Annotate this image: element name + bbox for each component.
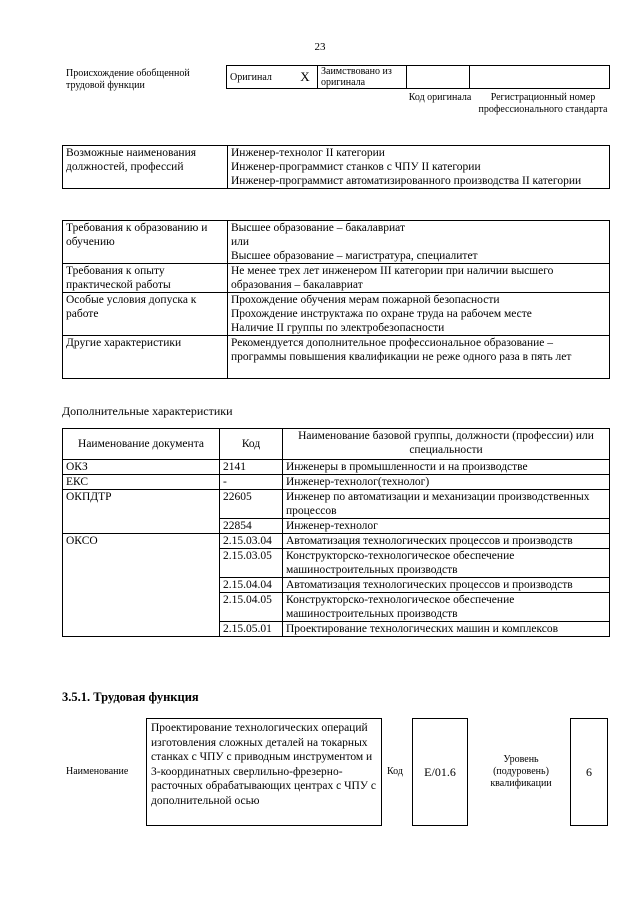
req-value (228, 221, 610, 264)
page-number: 23 (314, 41, 326, 53)
req-value (228, 336, 610, 379)
borrowed-label: Заимствовано из оригинала (318, 66, 407, 89)
req-label: Требования к образованию и обучению (63, 221, 228, 264)
positions-label: Возможные наименования должностей, профессий (63, 146, 228, 189)
original-label: Оригинал (227, 66, 294, 89)
table-row (63, 475, 610, 490)
function-code: E/01.6 (412, 718, 468, 826)
name-cell: Инженер-технолог(технолог) (283, 475, 610, 490)
name-cell: Инженеры в промышленности и на производстве (283, 460, 610, 475)
req-line: Высшее образование – бакалавриат (231, 222, 405, 234)
name-cell: Конструкторско-технологическое обеспечение машиностроительных производств (283, 593, 610, 622)
name-label: Наименование (66, 766, 129, 777)
position-item: Инженер-программист автоматизированного производства II категории (231, 175, 582, 187)
doc-cell: ЕКС (63, 475, 220, 490)
req-label: Требования к опыту практической работы (63, 264, 228, 293)
req-line: Прохождение обучения мерам пожарной безопасности (231, 294, 500, 306)
header-code: Код (220, 429, 283, 460)
code-cell: 2.15.04.04 (220, 578, 283, 593)
additional-heading: Дополнительные характеристики (62, 404, 233, 418)
name-cell: Автоматизация технологических процессов и производств (283, 578, 610, 593)
name-cell: Проектирование технологических машин и комплексов (283, 622, 610, 637)
header-doc: Наименование документа (63, 429, 220, 460)
code-cell: - (220, 475, 283, 490)
req-label: Особые условия допуска к работе (63, 293, 228, 336)
function-level: 6 (570, 718, 608, 826)
req-line: Не менее трех лет инженером III категории при наличии высшего образования – бакалавриат (231, 265, 554, 291)
code-caption: Код оригинала (408, 92, 472, 103)
code-label: Код (387, 766, 403, 777)
position-item: Инженер-программист станков с ЧПУ II категории (231, 161, 481, 173)
req-line: Прохождение инструктажа по охране труда на рабочем месте (231, 308, 532, 320)
section-heading: 3.5.1. Трудовая функция (62, 690, 199, 704)
doc-cell: ОКСО (63, 534, 220, 637)
table-row (63, 534, 610, 549)
name-cell: Инженер по автоматизации и механизации производственных процессов (283, 490, 610, 519)
origin-table (226, 65, 610, 89)
doc-cell: ОКПДТР (63, 490, 220, 534)
header-name: Наименование базовой группы, должности (профессии) или специальности (283, 429, 610, 460)
position-item: Инженер-технолог II категории (231, 147, 385, 159)
name-cell: Инженер-технолог (283, 519, 610, 534)
req-line: Наличие II группы по электробезопасности (231, 322, 445, 334)
name-cell: Автоматизация технологических процессов и производств (283, 534, 610, 549)
code-cell: 22854 (220, 519, 283, 534)
code-cell: 2.15.03.04 (220, 534, 283, 549)
level-label: Уровень (подуровень) квалификации (490, 754, 552, 789)
req-value (228, 293, 610, 336)
origin-label: Происхождение обобщенной трудовой функции (66, 68, 190, 91)
original-mark: X (293, 66, 318, 89)
table-row (63, 460, 610, 475)
name-cell: Конструкторско-технологическое обеспечение машиностроительных производств (283, 549, 610, 578)
req-line: Рекомендуется дополнительное профессиональное образование – программы повышения квалификации не реже одного раза в пять лет (231, 337, 572, 363)
code-cell: 2.15.05.01 (220, 622, 283, 637)
req-label: Другие характеристики (63, 336, 228, 379)
code-cell: 22605 (220, 490, 283, 519)
reg-cell (470, 66, 610, 89)
req-line: или (231, 236, 250, 248)
function-name: Проектирование технологических операций изготовления сложных деталей на токарных станках с ЧПУ с приводным инструментом и 3-координатных сверлильно-фрезерно-расточных обрабатывающих центрах с ЧПУ с дополнительной осью (146, 718, 382, 826)
code-cell: 2.15.04.05 (220, 593, 283, 622)
doc-cell: ОКЗ (63, 460, 220, 475)
additional-table (62, 428, 610, 637)
req-value (228, 264, 610, 293)
code-cell: 2.15.03.05 (220, 549, 283, 578)
positions-table (62, 145, 610, 189)
code-cell: 2141 (220, 460, 283, 475)
requirements-table (62, 220, 610, 379)
positions-list (228, 146, 610, 189)
code-cell (407, 66, 470, 89)
table-row (63, 490, 610, 519)
req-line: Высшее образование – магистратура, специалитет (231, 250, 478, 262)
reg-caption: Регистрационный номер профессионального стандарта (478, 92, 608, 115)
